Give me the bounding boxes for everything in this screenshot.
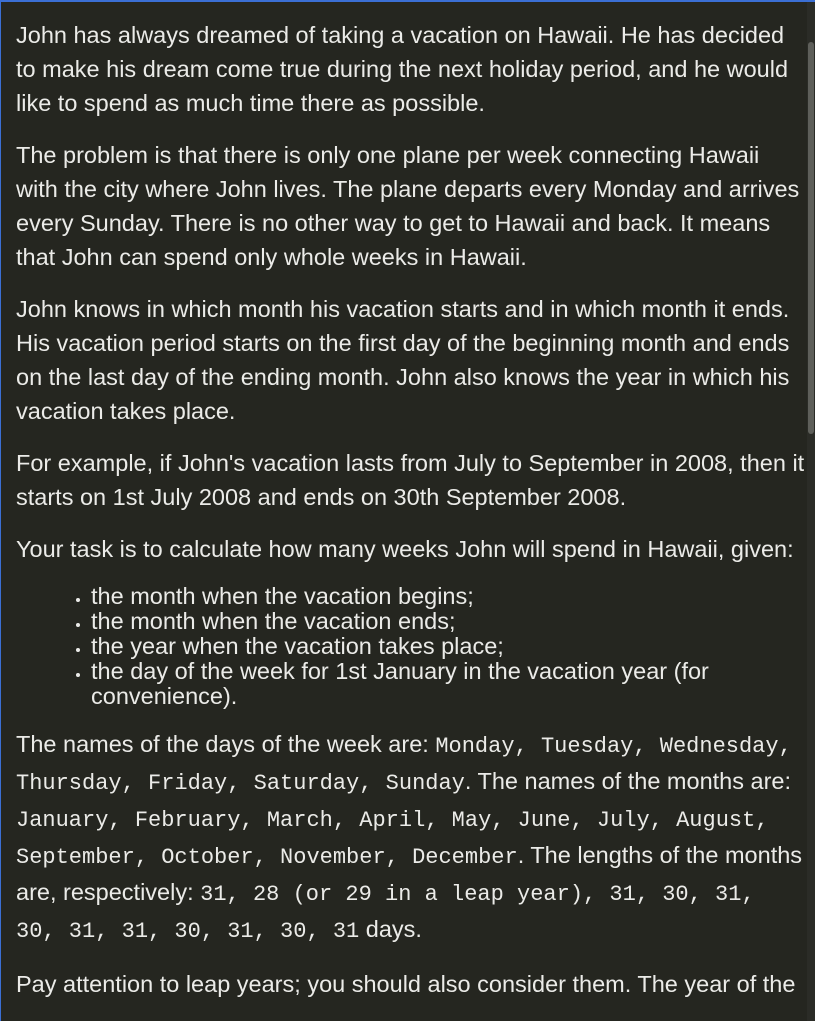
- input-list: [16, 584, 806, 709]
- list-item: • the year when the vacation takes place;: [91, 634, 806, 659]
- paragraph-intro: John has always dreamed of taking a vacation on Hawaii. He has decided to make his dream come true during the next holiday period, and he would like to spend as much time there as possible.: [16, 22, 789, 116]
- month-names-code: January, February, March, April, May, June, July, August, September, October, November, December: [16, 808, 769, 870]
- names-text-3: . The lengths of the months are, respectively:: [16, 842, 803, 905]
- names-text-4: days.: [359, 916, 422, 942]
- paragraph-leap-years: Pay attention to leap years; you should also consider them. The year of the: [16, 971, 796, 997]
- list-item: • the month when the vacation ends;: [91, 609, 806, 634]
- list-item: • the month when the vacation begins;: [91, 584, 806, 609]
- scrollbar-thumb[interactable]: [808, 42, 814, 434]
- document-body: [16, 18, 806, 1019]
- paragraph-names: [16, 727, 806, 949]
- month-lengths-code: 31, 28 (or 29 in a leap year), 31, 30, 31, 30, 31, 31, 30, 31, 30, 31: [16, 882, 755, 944]
- names-text-1: The names of the days of the week are:: [16, 731, 436, 757]
- day-names-code: Monday, Tuesday, Wednesday, Thursday, Friday, Saturday, Sunday: [16, 734, 792, 796]
- paragraph-example: For example, if John's vacation lasts from July to September in 2008, then it starts on 1st July 2008 and ends on 30th September 2008.: [16, 450, 805, 510]
- paragraph-vacation-period: John knows in which month his vacation starts and in which month it ends. His vacation period starts on the first day of the beginning month and ends on the last day of the ending month. John also knows the year in which his vacation takes place.: [16, 296, 790, 424]
- paragraph-task: Your task is to calculate how many weeks John will spend in Hawaii, given:: [16, 536, 794, 562]
- paragraph-plane: The problem is that there is only one plane per week connecting Hawaii with the city where John lives. The plane departs every Monday and arrives every Sunday. There is no other way to get to Hawaii and back. It means that John can spend only whole weeks in Hawaii.: [16, 142, 800, 270]
- list-item: • the day of the week for 1st January in the vacation year (for convenience).: [91, 659, 806, 709]
- names-text-2: . The names of the months are:: [464, 768, 792, 794]
- vertical-scrollbar[interactable]: [807, 2, 815, 1021]
